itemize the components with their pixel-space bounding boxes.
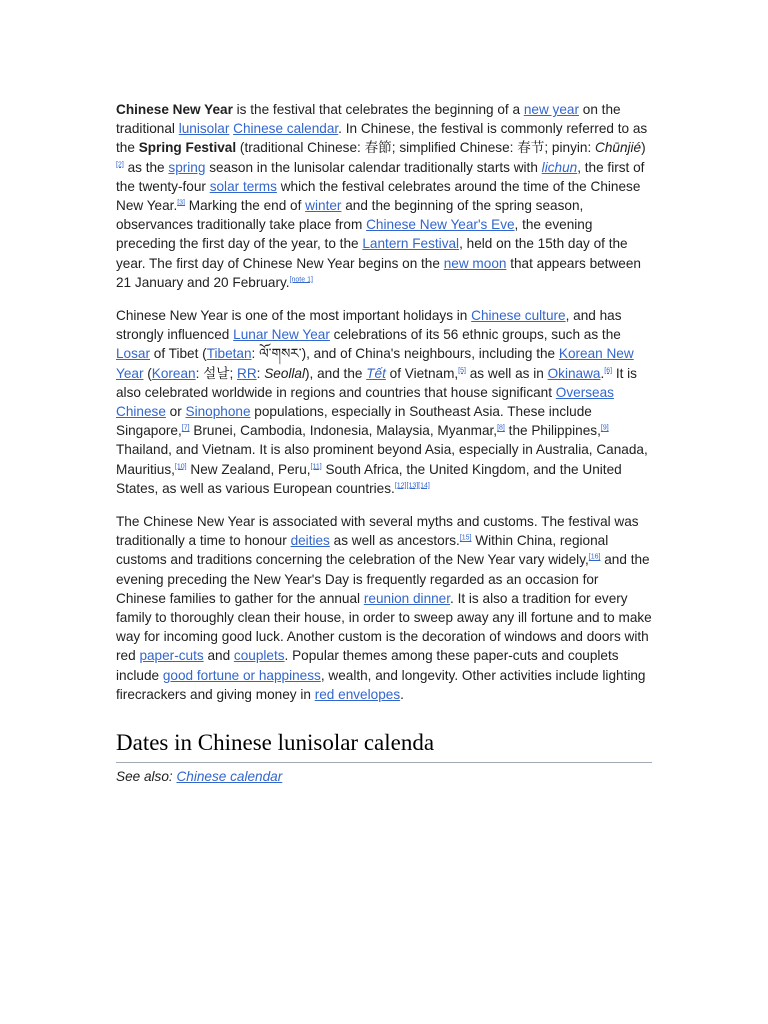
influence-paragraph [116, 306, 652, 498]
text: ), and the [305, 365, 367, 381]
text: as well as in [465, 365, 548, 381]
text: , the evening preceding the first day of the year, to the [116, 217, 593, 252]
citation [604, 367, 612, 374]
text: Chinese New Year is one of the most important holidays in [116, 308, 472, 324]
link-chinese-calendar[interactable]: Chinese calendar [233, 121, 339, 137]
citation [311, 463, 322, 470]
link-sinophone[interactable]: Sinophone [185, 404, 251, 420]
link-tet[interactable]: Tết [366, 365, 386, 381]
text: which the festival celebrates around the time of the Chinese New Year. [116, 178, 641, 214]
link-paper-cuts[interactable]: paper-cuts [139, 648, 204, 664]
link-losar[interactable]: Losar [116, 346, 151, 362]
link-good-fortune[interactable]: good fortune or happiness [162, 667, 321, 683]
text: Thailand, and Vietnam. It is also prominent beyond Asia, especially in Australia, Canada, Mauritius, [116, 442, 648, 477]
citation-link[interactable]: [12][13][14] [394, 482, 430, 490]
text: of Vietnam, [385, 365, 459, 381]
citation-link[interactable]: [15] [459, 534, 472, 542]
bold-term: Chinese New Year [116, 102, 233, 117]
citation-link[interactable]: [11] [310, 463, 322, 471]
link-winter[interactable]: winter [305, 198, 342, 214]
text: and [203, 648, 234, 664]
bold-term: Spring Festival [138, 140, 237, 156]
text: (traditional Chinese: 春節; simplified Chinese: 春节; pinyin: [236, 140, 596, 156]
see-also-hatnote [116, 767, 652, 787]
citation [589, 554, 601, 561]
citation [601, 425, 609, 432]
link-rr[interactable]: RR [237, 365, 257, 381]
citation [458, 367, 466, 374]
text: and the evening preceding the New Year's Day is frequently regarded as an occasion for Chinese families to gather for the annual [116, 552, 650, 606]
link-overseas-chinese[interactable]: Overseas Chinese [116, 384, 614, 420]
text: : 설날; [195, 365, 237, 381]
citation-link[interactable]: [8] [497, 424, 505, 432]
citation [395, 482, 430, 489]
link-tibetan[interactable]: Tibetan [206, 346, 252, 362]
text: The Chinese New Year is associated with several myths and customs. The festival was traditionally a time to honour [116, 514, 639, 549]
text: Brunei, Cambodia, Indonesia, Malaysia, Myanmar, [189, 423, 498, 439]
citation-link[interactable]: [16] [588, 553, 601, 561]
citation [460, 535, 472, 542]
citation-link[interactable]: [7] [181, 424, 190, 432]
intro-paragraph [116, 100, 652, 292]
text: . [400, 686, 404, 702]
text: on the traditional [116, 102, 621, 137]
text: . [600, 365, 605, 381]
citation [177, 199, 185, 206]
text: of Tibet ( [150, 346, 207, 362]
text: , and has strongly influenced [116, 308, 622, 343]
citation-link[interactable]: [10] [174, 463, 187, 471]
citation-link[interactable]: [6] [604, 367, 613, 375]
link-okinawa[interactable]: Okinawa [547, 365, 601, 381]
citation [175, 463, 187, 470]
link-korean-new-year[interactable]: Korean New Year [116, 346, 634, 381]
text: ( [143, 365, 152, 381]
text: celebrations of its 56 ethnic groups, such as the [329, 327, 621, 343]
citation [497, 425, 505, 432]
link-new-years-eve[interactable]: Chinese New Year's Eve [366, 217, 515, 233]
text: Within China, regional customs and traditions concerning the celebration of the New Year vary widely, [116, 533, 609, 568]
link-deities[interactable]: deities [290, 533, 330, 549]
see-also-label: See also: [116, 769, 177, 785]
citation-link[interactable]: [note 1] [289, 276, 313, 284]
article-body [116, 100, 652, 787]
link-red-envelopes[interactable]: red envelopes [314, 686, 401, 702]
citation-link[interactable]: [5] [458, 367, 466, 375]
text: and the beginning of the spring season, observances traditionally take place from [116, 198, 584, 233]
text: ) [641, 140, 646, 156]
text: season in the lunisolar calendar traditionally starts with [205, 159, 542, 175]
link-reunion-dinner[interactable]: reunion dinner [363, 590, 451, 606]
text: as well as ancestors. [329, 533, 460, 549]
citation-link[interactable]: [9] [600, 424, 609, 432]
section-heading: Dates in Chinese lunisolar calenda [116, 728, 652, 763]
text: that appears between 21 January and 20 February. [116, 255, 641, 290]
link-new-moon[interactable]: new moon [443, 255, 507, 271]
citation [116, 161, 124, 168]
link-spring[interactable]: spring [168, 159, 206, 175]
text: populations, especially in Southeast Asia. These include Singapore, [116, 404, 592, 439]
link-new-year[interactable]: new year [523, 102, 579, 117]
link-lichun[interactable]: lichun [541, 159, 578, 175]
text: the Philippines, [504, 423, 601, 439]
link-lunisolar[interactable]: lunisolar [178, 121, 230, 137]
link-see-also-chinese-calendar[interactable]: Chinese calendar [176, 769, 283, 785]
text: New Zealand, Peru, [186, 461, 311, 477]
text: : ལོ་གསར་), and of China's neighbours, including the [251, 346, 559, 362]
text: as the [123, 159, 169, 175]
link-lunar-new-year[interactable]: Lunar New Year [233, 327, 330, 343]
text: Marking the end of [185, 198, 306, 214]
pinyin-text: Chūnjié [595, 140, 642, 156]
link-solar-terms[interactable]: solar terms [209, 178, 277, 194]
text: , wealth, and longevity. Other activities include lighting firecrackers and giving money in [116, 667, 646, 702]
text: , held on the 15th day of the year. The first day of Chinese New Year begins on the [116, 236, 628, 271]
text: is the festival that celebrates the beginning of a [232, 102, 524, 117]
text: . Popular themes among these paper-cuts and couplets include [116, 648, 619, 683]
citation [182, 425, 190, 432]
citation [290, 276, 313, 283]
citation-link[interactable]: [3] [177, 199, 186, 207]
customs-paragraph [116, 512, 652, 704]
link-chinese-culture[interactable]: Chinese culture [471, 308, 566, 324]
link-lantern-festival[interactable]: Lantern Festival [362, 236, 460, 252]
link-couplets[interactable]: couplets [233, 648, 285, 664]
text: or [165, 404, 186, 420]
citation-link[interactable]: [2] [116, 161, 124, 169]
text: . In Chinese, the festival is commonly referred to as the [116, 121, 648, 156]
text: It is also celebrated worldwide in regions and countries that house significant [116, 365, 637, 400]
romanization-text: Seollal [264, 365, 306, 381]
text: , the first of the twenty-four [116, 159, 645, 194]
text: : [256, 365, 265, 381]
text: South Africa, the United Kingdom, and the United States, as well as various European countries. [116, 461, 622, 496]
link-korean[interactable]: Korean [151, 365, 196, 381]
text: . It is also a tradition for every family to thoroughly clean their house, in order to sweep away any ill fortune and to make way for incoming good luck. Another custom is the decoration of windows and doors with red [116, 590, 652, 664]
